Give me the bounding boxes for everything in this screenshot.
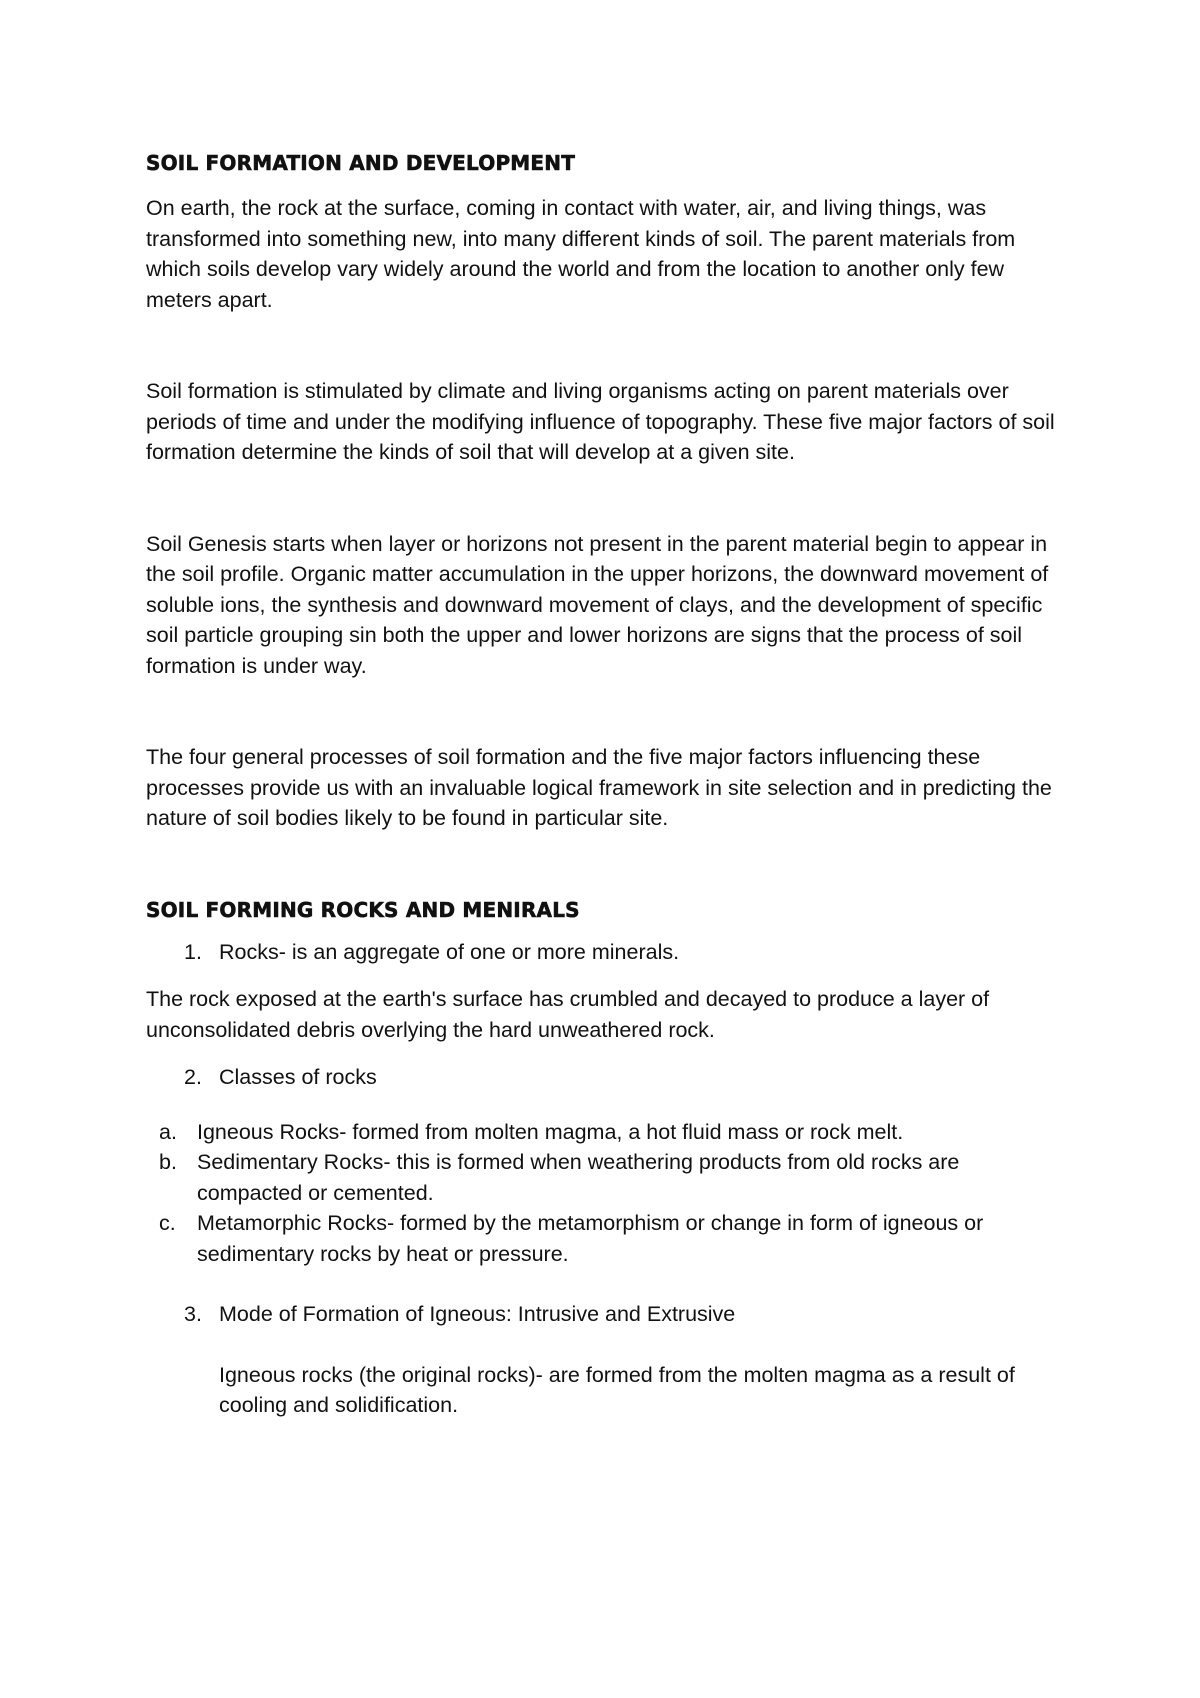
paragraph-soil-genesis: Soil Genesis starts when layer or horizons not present in the parent material begin to appear in the soil profile. Organic matter accumulation in the upper horizons, the downward movement of soluble ions, the synthesis and downward movement of clays, and the development of specific soil particle grouping sin both the upper and lower horizons are signs that the process of soil formation is under way.: [146, 531, 1049, 678]
item-number: 1.: [184, 939, 202, 964]
rock-classes-list: [146, 1117, 1066, 1270]
item-text: Classes of rocks: [219, 1065, 377, 1089]
item-letter: c.: [159, 1211, 176, 1235]
paragraph-rock-exposed: The rock exposed at the earth's surface has crumbled and decayed to produce a layer of unconsolidated debris overlying the hard unweathered rock.: [146, 987, 990, 1042]
paragraph-general-processes: The four general processes of soil formation and the five major factors influencing these processes provide us with an invaluable logical framework in site selection and in predicting the nature of soil bodies likely to be found in particular site.: [146, 745, 1052, 830]
section-heading-soil-formation: SOIL FORMATION AND DEVELOPMENT: [146, 151, 576, 175]
paragraph-soil-formation-factors: Soil formation is stimulated by climate and living organisms acting on parent materials over periods of time and under the modifying influence of topography. These five major factors of soil formation determine the kinds of soil that will develop at a given site.: [146, 379, 1055, 464]
item-text: Metamorphic Rocks- formed by the metamorphism or change in form of igneous or sedimentary rocks by heat or pressure.: [197, 1211, 984, 1266]
list-item-metamorphic: [146, 1208, 1066, 1269]
document-page: [146, 148, 1066, 1421]
item-letter: a.: [159, 1119, 177, 1144]
numbered-item-mode-of-formation: [146, 1299, 1066, 1330]
item-text: Sedimentary Rocks- this is formed when weathering products from old rocks are compacted or cemented.: [197, 1150, 960, 1205]
section-heading-rocks-minerals: SOIL FORMING ROCKS AND MENIRALS: [146, 897, 580, 922]
item-text: Rocks- is an aggregate of one or more minerals.: [219, 939, 680, 964]
numbered-item-classes: [146, 1062, 1066, 1093]
item-number: 3.: [184, 1302, 202, 1326]
paragraph-igneous-rocks: Igneous rocks (the original rocks)- are formed from the molten magma as a result of cooling and solidification.: [219, 1362, 1015, 1417]
item-text: Mode of Formation of Igneous: Intrusive and Extrusive: [219, 1302, 736, 1326]
list-item-igneous: [146, 1117, 1066, 1148]
item-text: Igneous Rocks- formed from molten magma, a hot fluid mass or rock melt.: [197, 1119, 904, 1144]
numbered-item-rocks: [146, 937, 1066, 968]
paragraph-intro: On earth, the rock at the surface, coming in contact with water, air, and living things, was transformed into something new, into many different kinds of soil. The parent materials from which soils develop vary widely around the world and from the location to another only few meters apart.: [146, 196, 1016, 312]
item-number: 2.: [184, 1065, 202, 1089]
list-item-sedimentary: [146, 1147, 1066, 1208]
item-letter: b.: [159, 1150, 177, 1174]
